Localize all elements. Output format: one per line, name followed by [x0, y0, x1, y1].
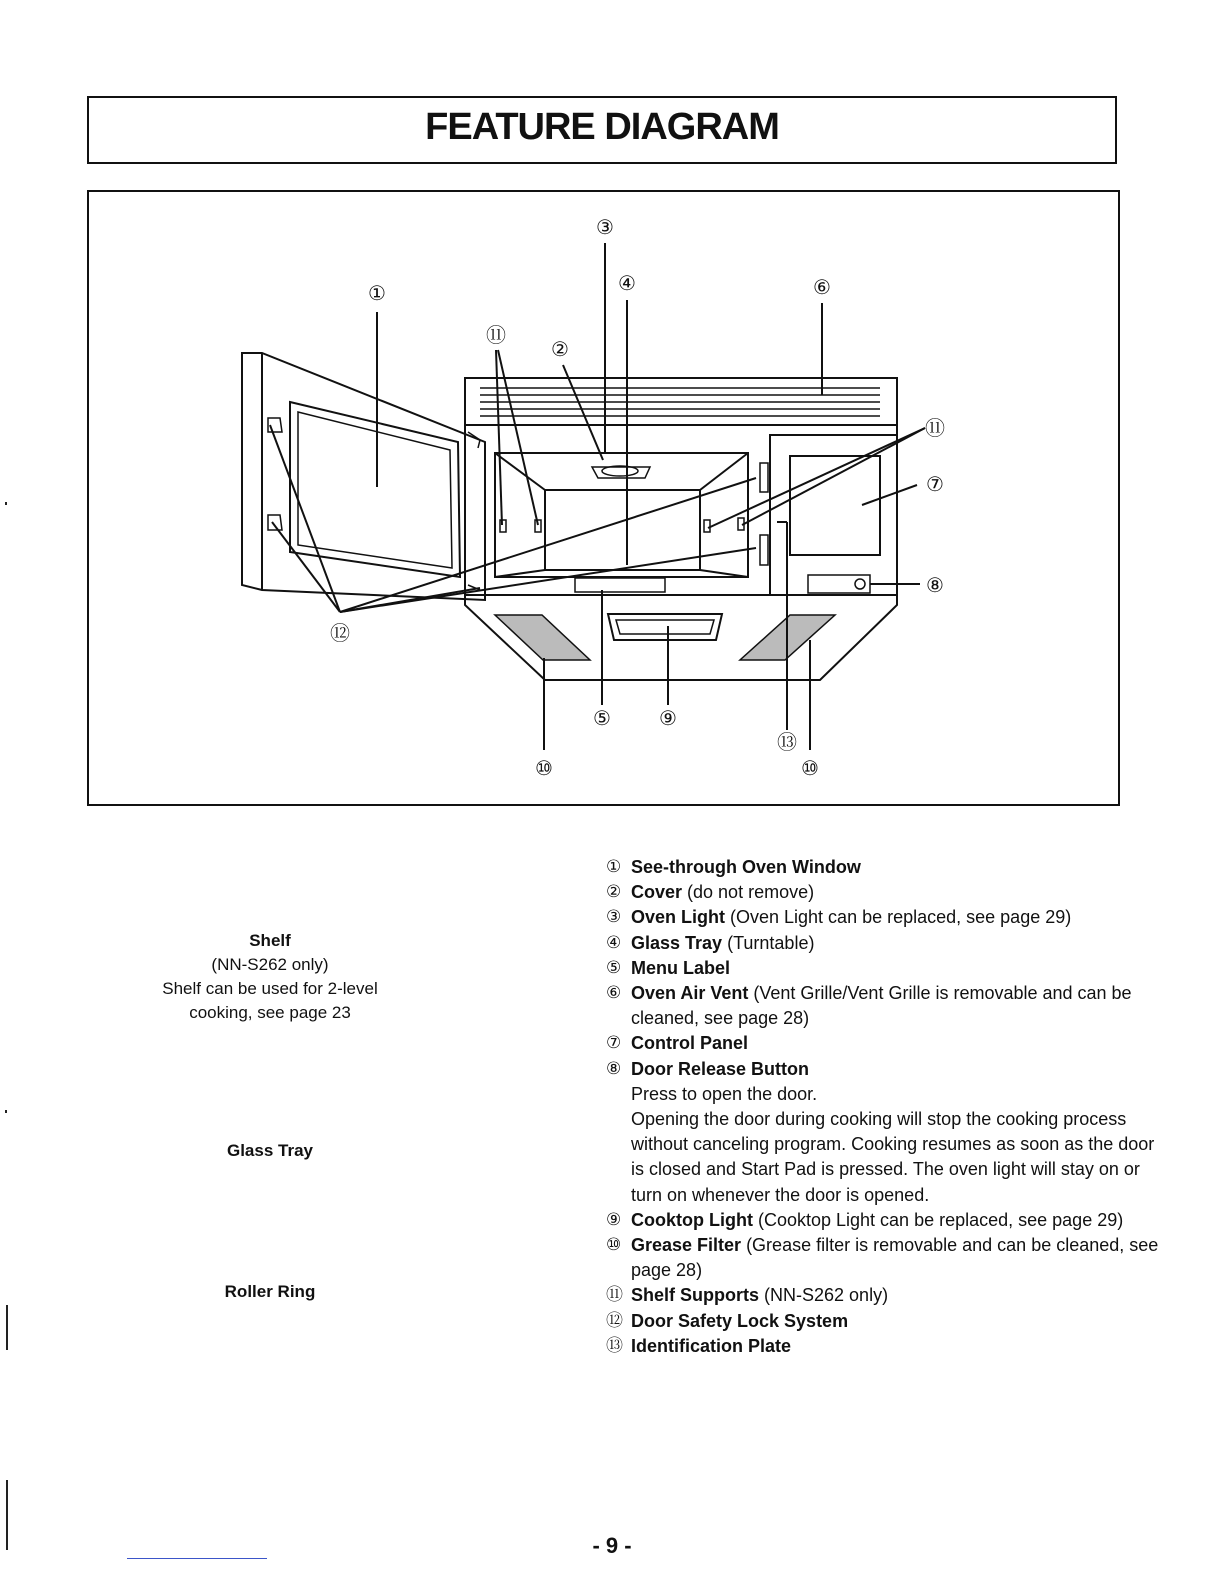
legend-number: ⑧	[606, 1058, 622, 1079]
legend-number: ⑬	[606, 1335, 623, 1356]
shelf-note-line1: Shelf can be used for 2-level	[162, 979, 378, 998]
legend-item	[606, 1057, 1166, 1208]
door-slot-top	[760, 463, 768, 492]
cooktop-light-lens	[616, 620, 714, 634]
legend-name: Glass Tray	[631, 932, 723, 953]
callout-1: ①	[368, 281, 386, 305]
legend-number: ⑥	[606, 983, 622, 1004]
legend-note: Press to open the door.	[631, 1083, 818, 1104]
callout-11-right: ⑪	[925, 416, 945, 440]
callout-13: ⑬	[777, 730, 797, 754]
legend-name: Cover	[631, 882, 683, 903]
legend-item	[606, 931, 1166, 956]
legend-name: Identification Plate	[631, 1335, 792, 1356]
legend-name: Cooktop Light	[631, 1209, 753, 1230]
door-release-button-outline	[808, 575, 870, 593]
legend-number: ⑦	[606, 1033, 622, 1054]
page-number: - 9 -	[592, 1533, 632, 1558]
legend-desc: (do not remove)	[682, 882, 815, 903]
door-latch-bottom	[268, 515, 282, 530]
roller-ring-name: Roller Ring	[224, 1282, 316, 1301]
shelf-model: (NN-S262 only)	[211, 955, 329, 974]
legend-number: ⑩	[606, 1235, 622, 1256]
callout-10-right: ⑩	[801, 756, 819, 780]
control-panel-display	[790, 456, 880, 555]
callout-4: ④	[618, 271, 636, 295]
callout-11-left: ⑪	[486, 323, 506, 347]
callout-10-left: ⑩	[535, 756, 553, 780]
cavity-back	[495, 453, 748, 577]
legend-item	[606, 855, 1166, 880]
legend-item	[606, 1334, 1166, 1359]
legend-desc: (Turntable)	[722, 932, 815, 953]
legend-name: See-through Oven Window	[631, 857, 861, 877]
scan-mark	[6, 1480, 8, 1550]
legend-number: ⑫	[606, 1310, 623, 1331]
legend-desc: (Grease filter is removable and can be cleaned, see page 28)	[631, 1235, 1159, 1281]
door-slot-bottom	[760, 535, 768, 565]
legend-name: Grease Filter	[631, 1235, 742, 1256]
door-window-outer	[290, 402, 460, 577]
legend-number: ⑨	[606, 1209, 622, 1230]
legend-name: Oven Air Vent	[631, 983, 749, 1004]
legend-item	[606, 1233, 1166, 1283]
legend-desc: (Vent Grille/Vent Grille is removable and can be cleaned, see page 28)	[631, 983, 1132, 1029]
callout-9: ⑨	[659, 706, 677, 730]
page-title: FEATURE DIAGRAM	[425, 106, 779, 148]
legend-desc: (NN-S262 only)	[759, 1285, 889, 1306]
menu-label-plate	[575, 578, 665, 592]
callout-3: ③	[596, 215, 614, 239]
legend-number: ④	[606, 932, 622, 953]
legend-name: Menu Label	[631, 957, 731, 978]
legend-desc: (Oven Light can be replaced, see page 29)	[725, 907, 1072, 928]
shelf-note-line2: cooking, see page 23	[189, 1003, 351, 1022]
shelf-caption	[120, 929, 420, 1025]
legend-item	[606, 956, 1166, 981]
legend-name: Door Safety Lock System	[631, 1310, 849, 1331]
cavity-edge-br	[700, 570, 748, 577]
legend-note: Opening the door during cooking will stop the cooking process without canceling program. Cooking resumes as soon as the door is closed and Start Pad is pressed. The oven light will stay on or turn on whenever the door is opened.	[631, 1109, 1155, 1205]
callout-7: ⑦	[926, 472, 944, 496]
legend-item	[606, 905, 1166, 930]
cavity-edge-bl	[495, 570, 545, 577]
door-release-button-knob	[855, 579, 865, 589]
glass-tray-name: Glass Tray	[226, 1141, 313, 1160]
scan-mark	[5, 1110, 7, 1113]
legend-item	[606, 1031, 1166, 1056]
legend-name: Door Release Button	[631, 1058, 810, 1079]
glass-tray-caption	[120, 1139, 420, 1163]
scan-mark	[6, 1305, 8, 1350]
footer-rule	[127, 1558, 267, 1559]
legend-number: ⑪	[606, 1285, 623, 1306]
legend-name: Shelf Supports	[631, 1285, 760, 1306]
legend-item	[606, 1309, 1166, 1334]
cavity-inner	[545, 490, 700, 570]
cavity-edge-tr	[700, 453, 748, 490]
shelf-name: Shelf	[249, 931, 291, 950]
callout-8: ⑧	[926, 573, 944, 597]
legend-item	[606, 880, 1166, 905]
callout-12: ⑫	[330, 621, 350, 645]
callout-6: ⑥	[813, 275, 831, 299]
callout-2: ②	[551, 337, 569, 361]
legend-number: ③	[606, 907, 622, 928]
scan-mark	[5, 502, 7, 505]
legend-name: Control Panel	[631, 1033, 749, 1054]
callout-5: ⑤	[593, 706, 611, 730]
vent-grille-lines	[480, 388, 880, 416]
legend-item	[606, 981, 1166, 1031]
legend-number: ①	[606, 857, 622, 877]
grease-filter-left	[495, 615, 590, 660]
legend-number: ②	[606, 882, 622, 903]
legend-item	[606, 1283, 1166, 1308]
legend-name: Oven Light	[631, 907, 725, 928]
roller-ring-caption	[120, 1280, 420, 1304]
cavity-edge-tl	[495, 453, 545, 490]
legend-desc: (Cooktop Light can be replaced, see page 29)	[752, 1209, 1124, 1230]
legend-number: ⑤	[606, 957, 622, 978]
shelf-support-right-1	[704, 520, 710, 532]
legend-item	[606, 1208, 1166, 1233]
feature-legend	[606, 855, 1166, 1359]
cooktop-light-outline	[608, 614, 722, 640]
